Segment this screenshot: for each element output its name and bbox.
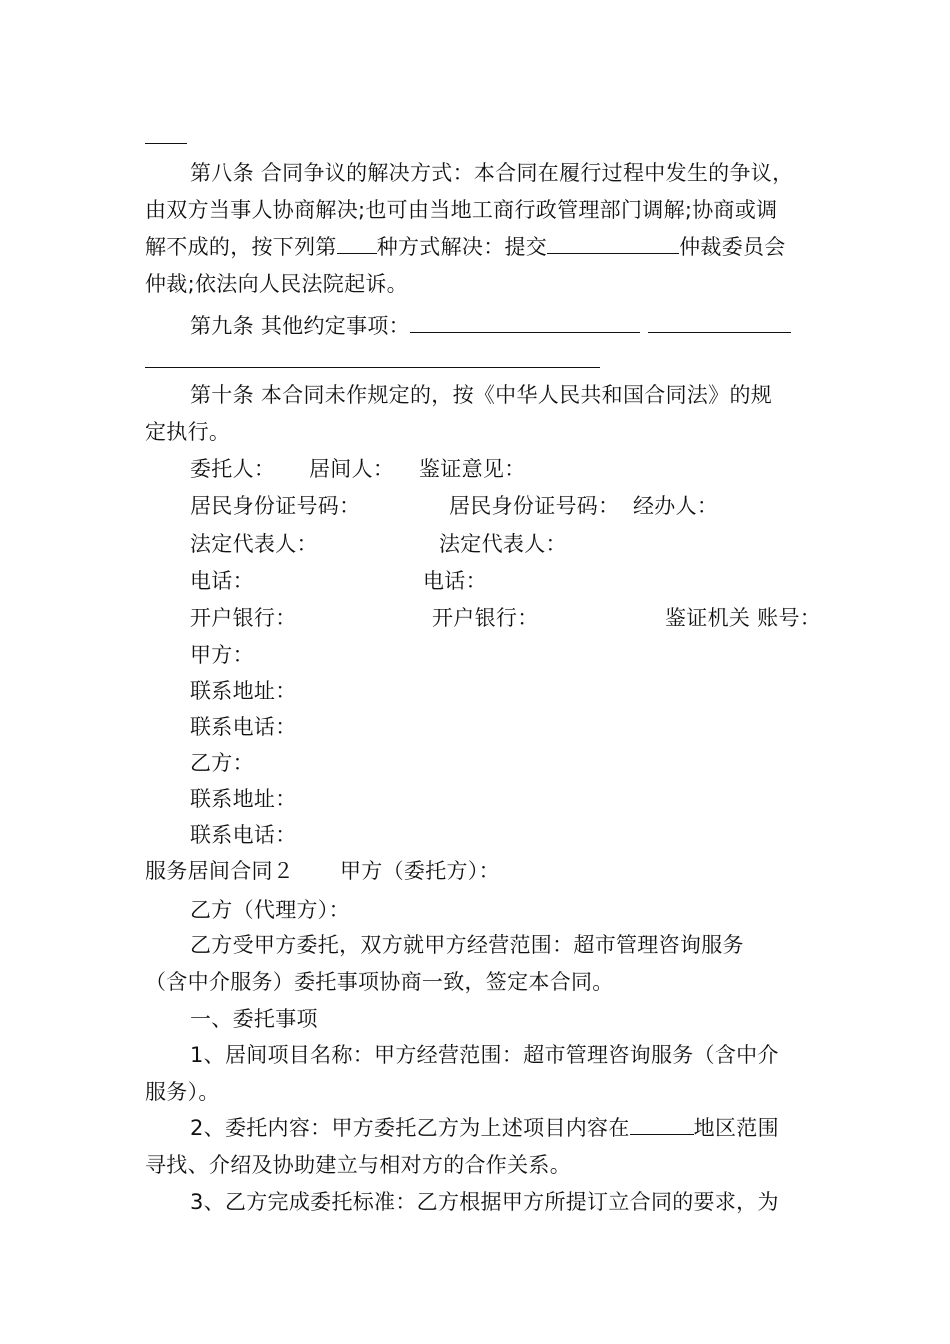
contract-2-title: 服务居间合同２ [145,859,295,883]
phone-row [190,563,815,599]
party-b-title: 乙方： [190,751,254,775]
contract-2-heading-row [145,853,815,889]
id-number-row [190,488,815,524]
handler-label: 经办人： [633,494,719,518]
contract-2-intro-line-2: （含中介服务）委托事项协商一致，签定本合同。 [145,970,614,994]
client-rep-label: 法定代表人： [190,532,318,556]
legal-rep-row [190,526,815,562]
party-a-phone: 联系电话： [190,715,297,739]
article-8-text: 种方式解决：提交 [376,235,548,259]
item-2-text: 2、委托内容：甲方委托乙方为上述项目内容在 [190,1116,630,1140]
article-8-line-3 [145,229,815,265]
contract-2-party-b: 乙方（代理方）： [190,898,350,922]
article-9-label: 第九条 其他约定事项： [190,314,410,338]
broker-id-label: 居民身份证号码： [449,494,620,518]
arbitration-committee-blank [547,231,679,254]
item-2-text: 地区范围 [693,1116,779,1140]
client-bank-label: 开户银行： [190,606,297,630]
other-terms-blank [410,310,640,333]
broker-bank-label: 开户银行： [432,606,539,630]
notary-opinion-label: 鉴证意见： [419,457,526,481]
article-8-text: 仲裁委员会 [679,235,786,259]
section-1-heading: 一、委托事项 [190,1007,318,1031]
notary-org-account-label: 鉴证机关 账号： [665,606,822,630]
other-terms-blank-line [145,367,600,368]
article-9-line [190,308,815,344]
item-2-line-1 [190,1110,815,1146]
signature-row [190,451,815,487]
item-1-line-2: 服务）。 [145,1080,220,1104]
item-2-line-2: 寻找、介绍及协助建立与相对方的合作关系。 [145,1153,571,1177]
article-8-line-1: 第八条 合同争议的解决方式：本合同在履行过程中发生的争议， [190,161,794,185]
item-3-line-1: 3、乙方完成委托标准：乙方根据甲方所提订立合同的要求，为 [190,1190,779,1214]
article-8-line-4: 仲裁;依法向人民法院起诉。 [145,272,408,296]
region-blank [630,1112,694,1135]
broker-label: 居间人： [309,457,395,481]
method-number-blank [337,231,377,254]
contract-2-party-a: 甲方（委托方）： [340,859,500,883]
client-phone-label: 电话： [190,569,254,593]
broker-rep-label: 法定代表人： [439,532,567,556]
broker-phone-label: 电话： [423,569,487,593]
party-a-title: 甲方： [190,643,254,667]
item-1-line-1: 1、居间项目名称：甲方经营范围：超市管理咨询服务（含中介 [190,1043,779,1067]
client-label: 委托人： [190,457,276,481]
bank-row [190,600,822,636]
article-8-text: 解不成的，按下列第 [145,235,337,259]
party-a-address: 联系地址： [190,679,297,703]
contract-2-intro-line-1: 乙方受甲方委托，双方就甲方经营范围：超市管理咨询服务 [190,933,744,957]
article-10-line-1: 第十条 本合同未作规定的，按《中华人民共和国合同法》的规 [190,383,773,407]
party-b-address: 联系地址： [190,787,297,811]
other-terms-blank [648,310,791,333]
article-10-line-2: 定执行。 [145,420,231,444]
party-b-phone: 联系电话： [190,823,297,847]
article-8-line-2: 由双方当事人协商解决;也可由当地工商行政管理部门调解;协商或调 [145,198,778,222]
client-id-label: 居民身份证号码： [190,494,361,518]
continuation-blank-line [145,143,187,144]
